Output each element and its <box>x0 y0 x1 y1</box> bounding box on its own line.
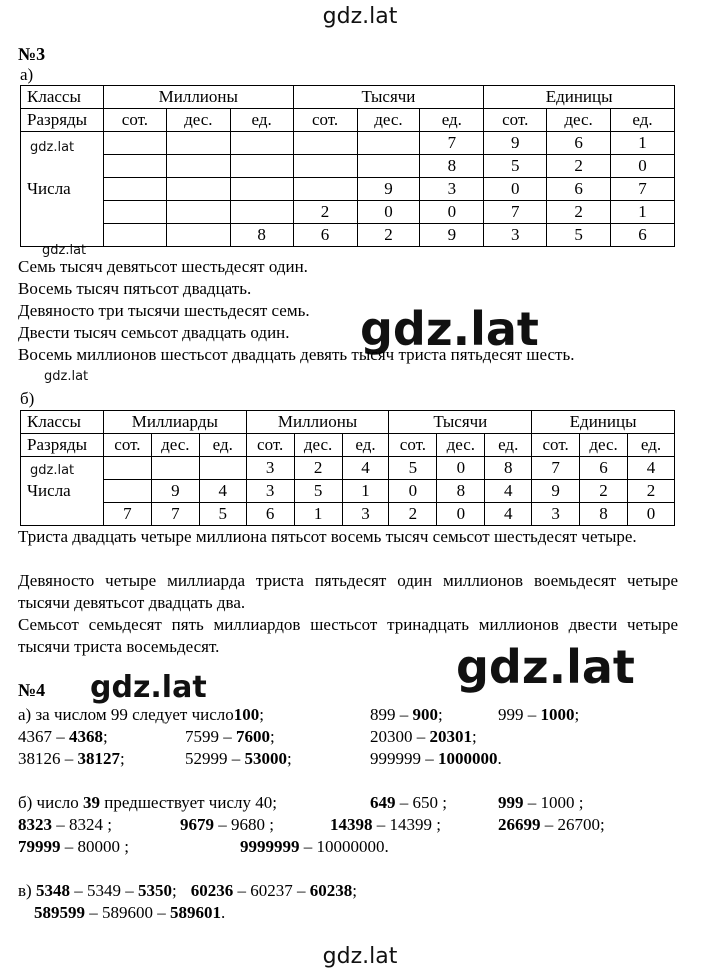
digit-cell <box>103 480 151 503</box>
digit-cell: 7 <box>611 178 675 201</box>
digit-cell <box>166 155 230 178</box>
digit-cell <box>166 178 230 201</box>
rank-header: ед. <box>342 434 389 457</box>
watermark-small-3: gdz.lat <box>44 369 89 384</box>
digit-cell <box>293 155 357 178</box>
digit-cell: 7 <box>532 457 580 480</box>
digit-cell: 6 <box>293 224 357 247</box>
part-a-line-1: Семь тысяч девятьсот шестьдесят один. <box>18 257 308 276</box>
rank-header: сот. <box>389 434 437 457</box>
digit-cell: 6 <box>580 457 628 480</box>
part-b-para-1: Триста двадцать четыре миллиона пятьсот восемь тысяч семьсот шестьдесят четыре. <box>18 527 637 546</box>
digit-cell: 8 <box>580 503 628 526</box>
digit-cell: 5 <box>484 155 547 178</box>
digit-cell <box>151 457 199 480</box>
row-label-ranks: Разряды <box>21 434 104 457</box>
t4c-line-2: 589599 – 589600 – 589601. <box>34 903 226 922</box>
digit-cell: 0 <box>437 503 485 526</box>
digit-cell: 6 <box>611 224 675 247</box>
watermark-small-2: gdz.lat <box>42 243 87 258</box>
digit-cell: 5 <box>294 480 342 503</box>
part-b-para-3: Семьсот семьдесят пять миллиардов шестьсот тринадцать миллионов двести четыре тысячи триста восемьдесят. <box>18 615 678 656</box>
digit-cell: 4 <box>342 457 389 480</box>
rank-header: дес. <box>580 434 628 457</box>
rank-header: ед. <box>628 434 675 457</box>
part-a-line-3: Девяносто три тысячи шестьдесят семь. <box>18 301 310 320</box>
t4b-item-6: 26699 – 26700; <box>498 815 605 834</box>
digit-cell: 3 <box>246 457 294 480</box>
digit-cell: 2 <box>294 457 342 480</box>
digit-cell: 6 <box>547 178 611 201</box>
rank-header: дес. <box>151 434 199 457</box>
task3-title: №3 <box>18 44 46 64</box>
class-header: Миллионы <box>246 411 389 434</box>
table-b <box>20 410 675 526</box>
digit-cell: 3 <box>532 503 580 526</box>
digit-cell: 9 <box>420 224 484 247</box>
digit-cell: 2 <box>628 480 675 503</box>
digit-cell: 3 <box>246 480 294 503</box>
t4a-intro: а) за числом 99 следует число100; <box>18 705 264 724</box>
digit-cell: 3 <box>342 503 389 526</box>
rank-header: сот. <box>246 434 294 457</box>
digit-cell: 7 <box>103 503 151 526</box>
rank-header: ед. <box>199 434 246 457</box>
digit-cell: 9 <box>532 480 580 503</box>
digit-cell <box>166 224 230 247</box>
digit-cell: 5 <box>547 224 611 247</box>
class-header: Единицы <box>484 86 675 109</box>
rank-header: ед. <box>485 434 532 457</box>
digit-cell: 1 <box>294 503 342 526</box>
digit-cell: 7 <box>420 132 484 155</box>
digit-cell: 0 <box>611 155 675 178</box>
part-b-para-2: Девяносто четыре миллиарда триста пятьдесят один миллионов воемьдесят четыре тысячи девятьсот двадцать два. <box>18 571 678 612</box>
digit-cell <box>199 457 246 480</box>
rank-header: ед. <box>230 109 293 132</box>
digit-cell: 4 <box>628 457 675 480</box>
digit-cell: 8 <box>485 457 532 480</box>
t4a-item-3: 4367 – 4368; <box>18 727 108 746</box>
digit-cell <box>230 155 293 178</box>
rank-header: дес. <box>547 109 611 132</box>
t4b-item-2: 999 – 1000 ; <box>498 793 584 812</box>
digit-cell: 6 <box>246 503 294 526</box>
digit-cell <box>103 224 166 247</box>
digit-cell: 4 <box>485 480 532 503</box>
part-a-line-5: Восемь миллионов шестьсот двадцать девять тысяч триста пятьдесят шесть. <box>18 345 575 364</box>
t4a-item-7: 52999 – 53000; <box>185 749 292 768</box>
digit-cell: 2 <box>547 155 611 178</box>
t4a-item-4: 7599 – 7600; <box>185 727 275 746</box>
class-header: Миллионы <box>103 86 293 109</box>
digit-cell: 2 <box>293 201 357 224</box>
digit-cell <box>103 457 151 480</box>
t4a-item-2: 999 – 1000; <box>498 705 580 724</box>
digit-cell: 0 <box>484 178 547 201</box>
part-b-label: б) <box>20 389 35 408</box>
class-header: Единицы <box>532 411 675 434</box>
digit-cell <box>293 178 357 201</box>
t4b-item-3: 8323 – 8324 ; <box>18 815 112 834</box>
watermark-bottom: gdz.lat <box>322 944 398 969</box>
class-header: Миллиарды <box>103 411 246 434</box>
digit-cell: 2 <box>547 201 611 224</box>
digit-cell <box>230 132 293 155</box>
class-header: Тысячи <box>293 86 484 109</box>
t4a-item-8: 999999 – 1000000. <box>370 749 502 768</box>
digit-cell <box>103 178 166 201</box>
digit-cell: 2 <box>389 503 437 526</box>
digit-cell: 6 <box>547 132 611 155</box>
digit-cell <box>103 132 166 155</box>
t4a-item-6: 38126 – 38127; <box>18 749 125 768</box>
row-label-ranks: Разряды <box>21 109 104 132</box>
digit-cell: 1 <box>342 480 389 503</box>
digit-cell: 9 <box>484 132 547 155</box>
digit-cell <box>166 201 230 224</box>
t4c-line-1: в) 5348 – 5349 – 5350; 60236 – 60237 – 60238; <box>18 881 357 900</box>
digit-cell: 5 <box>389 457 437 480</box>
digit-cell: 4 <box>199 480 246 503</box>
digit-cell <box>103 201 166 224</box>
watermark-top: gdz.lat <box>322 4 398 29</box>
digit-cell: 8 <box>420 155 484 178</box>
digit-cell <box>230 178 293 201</box>
digit-cell: 0 <box>389 480 437 503</box>
digit-cell: 2 <box>357 224 420 247</box>
t4b-item-4: 9679 – 9680 ; <box>180 815 274 834</box>
t4a-item-1: 899 – 900; <box>370 705 443 724</box>
part-a-line-2: Восемь тысяч пятьсот двадцать. <box>18 279 252 298</box>
row-label-classes: Классы <box>21 411 104 434</box>
part-a-line-4: Двести тысяч семьсот двадцать один. <box>18 323 290 342</box>
digit-cell: 8 <box>437 480 485 503</box>
watermark-big-1: gdz.lat <box>360 302 539 356</box>
task4-title: №4 <box>18 680 46 700</box>
digit-cell <box>357 155 420 178</box>
rank-header: ед. <box>611 109 675 132</box>
rank-header: сот. <box>103 109 166 132</box>
t4b-intro: б) число 39 предшествует числу 40; <box>18 793 277 812</box>
digit-cell: 5 <box>199 503 246 526</box>
t4b-item-1: 649 – 650 ; <box>370 793 447 812</box>
table-a <box>20 85 675 247</box>
rank-header: дес. <box>294 434 342 457</box>
digit-cell: 3 <box>420 178 484 201</box>
rank-header: сот. <box>293 109 357 132</box>
watermark-small-4: gdz.lat <box>30 463 75 478</box>
class-header: Тысячи <box>389 411 532 434</box>
rank-header: дес. <box>357 109 420 132</box>
digit-cell <box>357 132 420 155</box>
digit-cell: 4 <box>485 503 532 526</box>
row-label-classes: Классы <box>21 86 104 109</box>
digit-cell: 1 <box>611 201 675 224</box>
digit-cell: 0 <box>437 457 485 480</box>
row-label-numbers: Числа <box>21 457 104 526</box>
digit-cell: 9 <box>151 480 199 503</box>
digit-cell: 9 <box>357 178 420 201</box>
rank-header: сот. <box>532 434 580 457</box>
digit-cell <box>103 155 166 178</box>
rank-header: сот. <box>103 434 151 457</box>
digit-cell: 3 <box>484 224 547 247</box>
digit-cell <box>166 132 230 155</box>
digit-cell: 7 <box>484 201 547 224</box>
watermark-small-1: gdz.lat <box>30 140 75 155</box>
digit-cell: 8 <box>230 224 293 247</box>
rank-header: сот. <box>484 109 547 132</box>
watermark-big-2: gdz.lat <box>456 640 635 694</box>
digit-cell: 1 <box>611 132 675 155</box>
part-a-label: а) <box>20 65 34 84</box>
digit-cell: 7 <box>151 503 199 526</box>
t4b-item-5: 14398 – 14399 ; <box>330 815 441 834</box>
digit-cell: 0 <box>420 201 484 224</box>
digit-cell <box>293 132 357 155</box>
rank-header: ед. <box>420 109 484 132</box>
digit-cell: 0 <box>628 503 675 526</box>
t4a-item-5: 20300 – 20301; <box>370 727 477 746</box>
digit-cell: 0 <box>357 201 420 224</box>
rank-header: дес. <box>437 434 485 457</box>
watermark-mid: gdz.lat <box>90 670 207 705</box>
digit-cell: 2 <box>580 480 628 503</box>
digit-cell <box>230 201 293 224</box>
rank-header: дес. <box>166 109 230 132</box>
row-label-numbers: Числа <box>21 132 104 247</box>
t4b-item-7: 79999 – 80000 ; <box>18 837 129 856</box>
t4b-item-8: 9999999 – 10000000. <box>240 837 389 856</box>
